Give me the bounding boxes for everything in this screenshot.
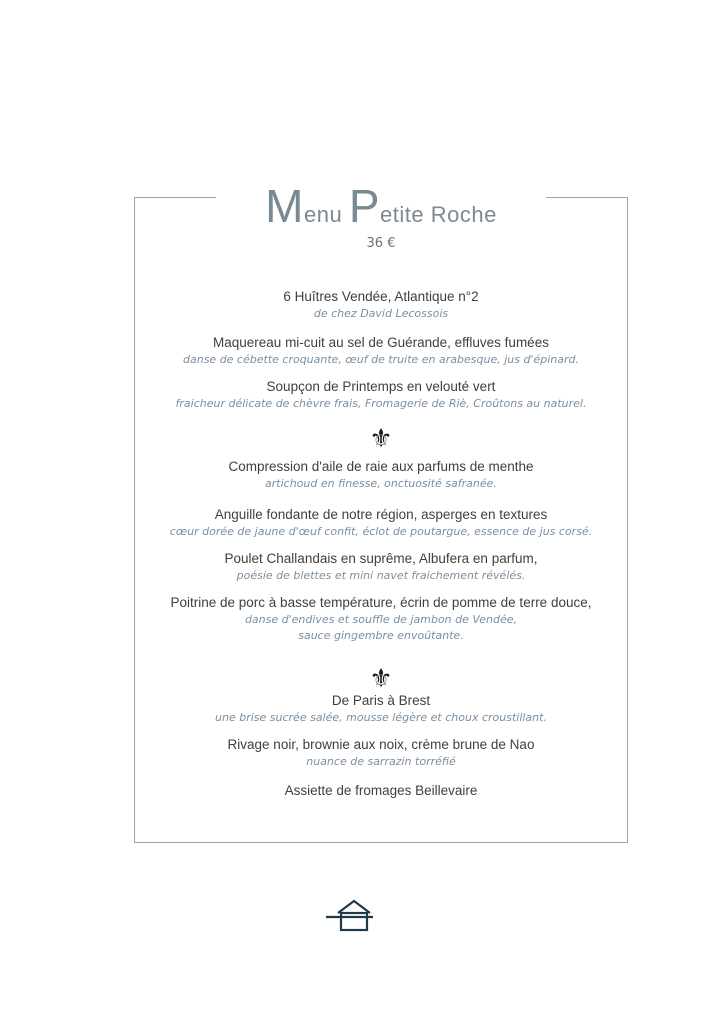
dish — [134, 506, 628, 540]
dish — [134, 378, 628, 412]
dish-name: Poitrine de porc à basse température, écrin de pomme de terre douce, — [170, 595, 592, 610]
dish-description: de chez David Lecossois — [313, 307, 449, 320]
title-initial-p: P — [348, 180, 381, 232]
dish-description: fraicheur délicate de chèvre frais, Fromagerie de Riè, Croûtons au naturel. — [175, 397, 587, 410]
dish-name: Poulet Challandais en suprême, Albufera en parfum, — [224, 551, 538, 566]
dish — [134, 594, 628, 644]
title-text-2: etite Roche — [380, 202, 497, 227]
dish-description: artichoud en finesse, onctuosité safranée. — [265, 477, 497, 490]
dish-name: Anguille fondante de notre région, asperges en textures — [214, 507, 548, 522]
dish-name: 6 Huîtres Vendée, Atlantique n°2 — [283, 289, 479, 304]
dish-description: nuance de sarrazin torréfié — [306, 755, 456, 768]
dish-description: danse de cébette croquante, œuf de truite en arabesque, jus d'épinard. — [183, 353, 579, 366]
menu-title — [216, 176, 546, 236]
title-text-1: enu — [304, 202, 349, 227]
dish — [134, 550, 628, 584]
menu-price: 36 € — [366, 236, 396, 251]
dish — [134, 692, 628, 726]
fleur-de-lis-icon: ⚜ — [369, 424, 393, 454]
dish — [134, 334, 628, 368]
dish-name: Assiette de fromages Beillevaire — [284, 783, 478, 798]
dish — [134, 458, 628, 492]
dish-description: danse d'endives et souffle de jambon de Vendée, — [244, 613, 518, 626]
title-initial-m: M — [265, 180, 304, 232]
dish-description: cœur dorée de jaune d'œuf confit, éclot de poutargue, essence de jus corsé. — [169, 525, 593, 538]
dish-description: une brise sucrée salée, mousse légère et choux croustillant. — [215, 711, 547, 724]
dish — [134, 782, 628, 800]
dish-name: Rivage noir, brownie aux noix, crème brune de Nao — [227, 737, 535, 752]
dish-name: Compression d'aile de raie aux parfums de menthe — [228, 459, 534, 474]
dish — [134, 736, 628, 770]
dish — [134, 288, 628, 322]
dish-name: Soupçon de Printemps en velouté vert — [266, 379, 496, 394]
house-logo-icon — [325, 896, 375, 934]
dish-name: De Paris à Brest — [331, 693, 431, 708]
dish-description: poésie de blettes et mini navet fraichement révélés. — [236, 569, 526, 582]
dish-name: Maquereau mi-cuit au sel de Guérande, effluves fumées — [213, 335, 549, 350]
menu-body — [134, 288, 628, 800]
fleur-de-lis-icon: ⚜ — [369, 664, 393, 694]
dish-description: sauce gingembre envoûtante. — [298, 629, 464, 642]
